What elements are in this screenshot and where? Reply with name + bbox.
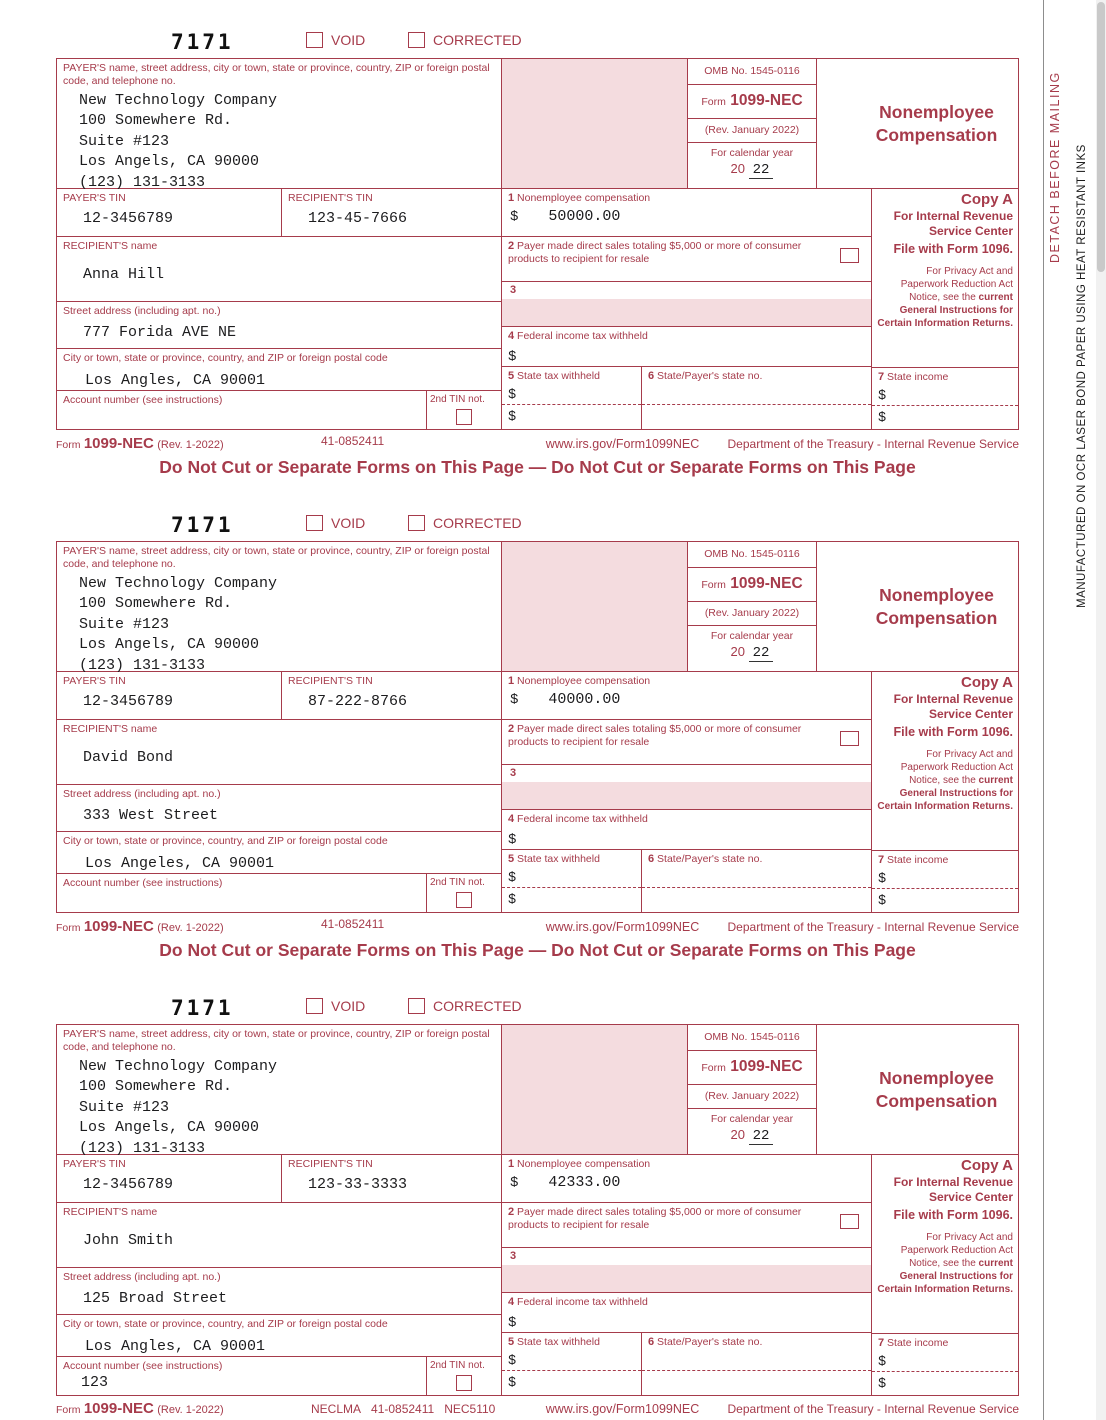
form-footer	[56, 1400, 1019, 1420]
box7-label: 7 State income	[878, 371, 949, 383]
omb-box	[687, 542, 817, 672]
footer-form-id: Form 1099-NEC (Rev. 1-2022)	[56, 918, 224, 935]
box3-shaded	[502, 765, 872, 810]
box2-direct-sales	[502, 1203, 872, 1248]
street-address-box	[57, 1268, 502, 1315]
dollar-sign: $	[878, 872, 887, 888]
account-number-value: 123	[81, 1373, 109, 1391]
box6-label: 6 State/Payer's state no.	[648, 853, 763, 865]
form-number: 1099-NEC	[730, 92, 803, 109]
city-value: Los Angles, CA 90001	[85, 1337, 266, 1355]
box3-label: 3	[510, 1250, 517, 1262]
title-line-1: Nonemployee	[879, 584, 994, 605]
box4-federal-tax-withheld	[502, 327, 872, 367]
payers-tin-box	[57, 672, 282, 720]
dollar-sign: $	[878, 1377, 887, 1393]
dollar-sign: $	[878, 1355, 887, 1371]
form-1099-nec-copy	[56, 28, 1019, 481]
box6-label: 6 State/Payer's state no.	[648, 370, 763, 382]
omb-box	[687, 59, 817, 189]
dollar-sign: $	[508, 893, 517, 909]
do-not-cut-line: Do Not Cut or Separate Forms on This Page — Do Not Cut or Separate Forms on This Page	[159, 940, 916, 960]
box7-label: 7 State income	[878, 1337, 949, 1349]
payer-info-box	[57, 1025, 502, 1155]
box3-shaded	[502, 1248, 872, 1293]
form-number: 1099-NEC	[730, 575, 803, 592]
city-box	[57, 349, 502, 391]
title-line-2: Compensation	[875, 124, 998, 145]
omb-number: OMB No. 1545-0116	[688, 1025, 816, 1051]
recipient-name-value: John Smith	[83, 1231, 174, 1249]
corrected-checkbox[interactable]	[408, 998, 425, 1014]
form-number-box	[688, 85, 816, 119]
second-tin-label: 2nd TIN not.	[430, 1360, 485, 1371]
payer-address1: 100 Somewhere Rd.	[79, 1078, 233, 1096]
year-value: 22	[749, 1128, 774, 1145]
privacy-notice: For Privacy Act and Paperwork Reduction Act Notice, see the current General Instructions for Certain Information Returns.	[877, 749, 1013, 812]
calendar-year-box	[688, 1109, 816, 1144]
form-grid	[56, 1024, 1019, 1396]
void-label: VOID	[331, 515, 366, 531]
payer-name: New Technology Company	[79, 91, 278, 109]
form-number-box	[688, 1051, 816, 1085]
copy-a-label: Copy A	[961, 1157, 1013, 1174]
file-with-label: File with Form 1096.	[893, 1208, 1013, 1222]
payer-box-label: PAYER'S name, street address, city or town, state or province, country, ZIP or foreign postal code, and telephone no.	[63, 62, 490, 87]
footer-code-right: NEC5110	[444, 1402, 496, 1416]
footer-catalog-codes	[311, 434, 526, 448]
dollar-sign: $	[508, 1376, 517, 1392]
direct-sales-checkbox[interactable]	[840, 1214, 859, 1229]
privacy-notice: For Privacy Act and Paperwork Reduction Act Notice, see the current General Instructions for Certain Information Returns.	[877, 266, 1013, 329]
irs-url: www.irs.gov/Form1099NEC	[545, 920, 700, 934]
recipients-tin-label: RECIPIENT'S TIN	[288, 192, 373, 204]
forms-area	[56, 0, 1019, 1420]
recipients-tin-label: RECIPIENT'S TIN	[288, 1158, 373, 1170]
box4-label: 4 Federal income tax withheld	[508, 1296, 648, 1308]
street-address-value: 125 Broad Street	[83, 1289, 228, 1307]
treasury-label: Department of the Treasury - Internal Revenue Service	[727, 437, 1019, 451]
second-tin-label: 2nd TIN not.	[430, 877, 485, 888]
title-line-2: Compensation	[875, 607, 998, 628]
recipients-tin-value: 123-45-7666	[308, 209, 408, 227]
box3-label: 3	[510, 767, 517, 779]
revision-label: (Rev. January 2022)	[688, 119, 816, 143]
box3-shade-area	[502, 299, 871, 326]
payers-tin-value: 12-3456789	[83, 692, 174, 710]
treasury-label: Department of the Treasury - Internal Revenue Service	[727, 1402, 1019, 1416]
calendar-year-label: For calendar year	[710, 1113, 794, 1125]
dollar-sign: $	[510, 692, 519, 709]
detach-before-mailing-text: DETACH BEFORE MAILING	[1048, 71, 1062, 263]
city-value: Los Angeles, CA 90001	[85, 854, 275, 872]
form-grid	[56, 58, 1019, 430]
box6-state-payer-number	[642, 1333, 872, 1395]
box5-state-tax-withheld	[502, 367, 642, 429]
dollar-sign: $	[508, 388, 517, 404]
corrected-checkbox-group	[408, 998, 522, 1014]
file-with-label: File with Form 1096.	[893, 242, 1013, 256]
compensation-value: 50000.00	[548, 208, 621, 226]
box2-label: 2 Payer made direct sales totaling $5,000 or more of consumer products to recipient for resale	[508, 240, 802, 266]
omb-box	[687, 1025, 817, 1155]
box3-label: 3	[510, 284, 517, 296]
form-number: 1099-NEC	[730, 1058, 803, 1075]
city-label: City or town, state or province, country, and ZIP or foreign postal code	[63, 1318, 388, 1330]
payer-phone: (123) 131-3133	[79, 1139, 206, 1157]
recipients-tin-value: 123-33-3333	[308, 1175, 408, 1193]
form-word: Form	[701, 96, 726, 108]
recipients-tin-box	[282, 1155, 502, 1203]
year-value: 22	[749, 162, 774, 179]
copy-a-block	[872, 189, 1018, 367]
payer-name: New Technology Company	[79, 1057, 278, 1075]
calendar-year-label: For calendar year	[710, 630, 794, 642]
box7-state-income	[872, 850, 1018, 912]
payer-info-box	[57, 542, 502, 672]
form-word: Form	[701, 579, 726, 591]
copy-a-label: Copy A	[961, 674, 1013, 691]
recipients-tin-label: RECIPIENT'S TIN	[288, 675, 373, 687]
corrected-label: CORRECTED	[433, 32, 522, 48]
payers-tin-value: 12-3456789	[83, 209, 174, 227]
footer-form-id: Form 1099-NEC (Rev. 1-2022)	[56, 435, 224, 452]
dollar-sign: $	[878, 389, 887, 405]
payer-info-value	[79, 574, 495, 677]
box5-state-tax-withheld	[502, 1333, 642, 1395]
manufactured-on-ocr-text: MANUFACTURED ON OCR LASER BOND PAPER USING HEAT RESISTANT INKS	[1076, 144, 1088, 608]
compensation-value: 42333.00	[548, 1174, 621, 1192]
payer-phone: (123) 131-3133	[79, 656, 206, 674]
box4-federal-tax-withheld	[502, 1293, 872, 1333]
form-footer	[56, 434, 1019, 454]
corrected-label: CORRECTED	[433, 515, 522, 531]
street-address-value: 333 West Street	[83, 806, 219, 824]
footer-code-left: NECLMA	[311, 1402, 362, 1416]
payer-box-label: PAYER'S name, street address, city or town, state or province, country, ZIP or foreign postal code, and telephone no.	[63, 545, 490, 570]
copy-a-block	[872, 672, 1018, 850]
payer-address2: Suite #123	[79, 615, 170, 633]
box7-label: 7 State income	[878, 854, 949, 866]
revision-label: (Rev. January 2022)	[688, 1085, 816, 1109]
dollar-sign: $	[508, 410, 517, 426]
city-box	[57, 832, 502, 874]
box3-shade-area	[502, 1265, 871, 1292]
box7-state-income	[872, 1333, 1018, 1395]
form-header	[56, 994, 1019, 1024]
recipient-name-label: RECIPIENT'S name	[63, 240, 158, 252]
payers-tin-label: PAYER'S TIN	[63, 192, 126, 204]
calendar-year-box	[688, 143, 816, 178]
dollar-sign: $	[510, 209, 519, 226]
void-checkbox-group	[306, 515, 365, 531]
void-checkbox[interactable]	[306, 32, 323, 48]
title-line-1: Nonemployee	[879, 1067, 994, 1088]
box5-label: 5 State tax withheld	[508, 370, 600, 382]
calendar-year-box	[688, 626, 816, 661]
form-print-code: 7171	[171, 996, 234, 1020]
form-1099-nec-copy	[56, 511, 1019, 964]
form-print-code: 7171	[171, 513, 234, 537]
recipient-name-value: David Bond	[83, 748, 174, 766]
recipient-name-box	[57, 237, 502, 302]
recipient-name-box	[57, 1203, 502, 1268]
payers-tin-label: PAYER'S TIN	[63, 1158, 126, 1170]
corrected-label: CORRECTED	[433, 998, 522, 1014]
recipient-name-value: Anna Hill	[83, 265, 165, 283]
form-grid	[56, 541, 1019, 913]
box3-shade-area	[502, 782, 871, 809]
second-tin-label: 2nd TIN not.	[430, 394, 485, 405]
form-word: Form	[701, 1062, 726, 1074]
year-prefix: 20	[730, 644, 746, 659]
omb-number: OMB No. 1545-0116	[688, 59, 816, 85]
void-checkbox[interactable]	[306, 515, 323, 531]
second-tin-box	[427, 874, 502, 912]
copy-for-label: For Internal Revenue Service Center	[893, 1175, 1013, 1204]
street-address-label: Street address (including apt. no.)	[63, 305, 221, 317]
footer-catalog-codes	[311, 917, 526, 931]
dollar-sign: $	[878, 894, 887, 910]
box1-label: 1 Nonemployee compensation	[508, 192, 651, 204]
dollar-sign: $	[508, 1354, 517, 1370]
recipient-name-box	[57, 720, 502, 785]
do-not-cut-line: Do Not Cut or Separate Forms on This Page — Do Not Cut or Separate Forms on This Page	[159, 457, 916, 477]
copy-a-label: Copy A	[961, 191, 1013, 208]
box7-state-income	[872, 367, 1018, 429]
account-number-box	[57, 874, 427, 912]
void-checkbox-group	[306, 32, 365, 48]
year-prefix: 20	[730, 161, 746, 176]
footer-cat-number: 41-0852411	[321, 917, 385, 931]
void-label: VOID	[331, 998, 366, 1014]
payer-address2: Suite #123	[79, 1098, 170, 1116]
footer-catalog-codes	[311, 1402, 526, 1416]
box6-state-payer-number	[642, 850, 872, 912]
form-title	[817, 542, 1018, 672]
direct-sales-checkbox[interactable]	[840, 731, 859, 746]
payer-city: Los Angels, CA 90000	[79, 153, 260, 171]
payer-info-value	[79, 1057, 495, 1160]
account-number-label: Account number (see instructions)	[63, 1360, 223, 1372]
box1-nonemployee-compensation	[502, 672, 872, 720]
second-tin-box	[427, 391, 502, 429]
box4-label: 4 Federal income tax withheld	[508, 330, 648, 342]
omb-number: OMB No. 1545-0116	[688, 542, 816, 568]
year-prefix: 20	[730, 1127, 746, 1142]
street-address-label: Street address (including apt. no.)	[63, 1271, 221, 1283]
payers-tin-label: PAYER'S TIN	[63, 675, 126, 687]
privacy-notice: For Privacy Act and Paperwork Reduction Act Notice, see the current General Instructions for Certain Information Returns.	[877, 1232, 1013, 1295]
dollar-sign: $	[508, 1315, 517, 1331]
box2-label: 2 Payer made direct sales totaling $5,000 or more of consumer products to recipient for resale	[508, 1206, 802, 1232]
account-number-box	[57, 391, 427, 429]
payer-box-label: PAYER'S name, street address, city or town, state or province, country, ZIP or foreign postal code, and telephone no.	[63, 1028, 490, 1053]
form-footer	[56, 917, 1019, 937]
compensation-value: 40000.00	[548, 691, 621, 709]
box2-label: 2 Payer made direct sales totaling $5,000 or more of consumer products to recipient for resale	[508, 723, 802, 749]
dollar-sign: $	[508, 832, 517, 848]
footer-cat-number: 41-0852411	[371, 1402, 435, 1416]
corrected-checkbox-group	[408, 515, 522, 531]
payer-city: Los Angels, CA 90000	[79, 636, 260, 654]
void-label: VOID	[331, 32, 366, 48]
payers-tin-value: 12-3456789	[83, 1175, 174, 1193]
shaded-region	[502, 59, 687, 189]
box2-direct-sales	[502, 237, 872, 282]
dollar-sign: $	[878, 411, 887, 427]
calendar-year-label: For calendar year	[710, 147, 794, 159]
city-label: City or town, state or province, country, and ZIP or foreign postal code	[63, 352, 388, 364]
form-number-box	[688, 568, 816, 602]
void-checkbox[interactable]	[306, 998, 323, 1014]
scrollbar-track[interactable]	[1096, 0, 1106, 1420]
payer-name: New Technology Company	[79, 574, 278, 592]
recipients-tin-value: 87-222-8766	[308, 692, 408, 710]
title-line-2: Compensation	[875, 1090, 998, 1111]
form-header	[56, 28, 1019, 58]
void-checkbox-group	[306, 998, 365, 1014]
account-number-label: Account number (see instructions)	[63, 877, 223, 889]
city-value: Los Angles, CA 90001	[85, 371, 266, 389]
payer-info-box	[57, 59, 502, 189]
corrected-checkbox[interactable]	[408, 32, 425, 48]
dollar-sign: $	[510, 1175, 519, 1192]
scrollbar-thumb[interactable]	[1097, 2, 1105, 272]
box2-direct-sales	[502, 720, 872, 765]
payer-address2: Suite #123	[79, 132, 170, 150]
payer-address1: 100 Somewhere Rd.	[79, 595, 233, 613]
irs-url: www.irs.gov/Form1099NEC	[545, 437, 700, 451]
box1-nonemployee-compensation	[502, 1155, 872, 1203]
shaded-region	[502, 1025, 687, 1155]
copy-for-label: For Internal Revenue Service Center	[893, 209, 1013, 238]
recipients-tin-box	[282, 189, 502, 237]
form-title	[817, 1025, 1018, 1155]
box3-shaded	[502, 282, 872, 327]
payer-city: Los Angels, CA 90000	[79, 1119, 260, 1137]
dollar-sign: $	[508, 349, 517, 365]
box1-nonemployee-compensation	[502, 189, 872, 237]
box6-label: 6 State/Payer's state no.	[648, 1336, 763, 1348]
payers-tin-box	[57, 189, 282, 237]
box5-label: 5 State tax withheld	[508, 853, 600, 865]
direct-sales-checkbox[interactable]	[840, 248, 859, 263]
shaded-region	[502, 542, 687, 672]
account-number-label: Account number (see instructions)	[63, 394, 223, 406]
second-tin-checkbox[interactable]	[456, 409, 472, 425]
irs-url: www.irs.gov/Form1099NEC	[545, 1402, 700, 1416]
box1-label: 1 Nonemployee compensation	[508, 675, 651, 687]
city-box	[57, 1315, 502, 1357]
second-tin-checkbox[interactable]	[456, 892, 472, 908]
street-address-label: Street address (including apt. no.)	[63, 788, 221, 800]
payer-phone: (123) 131-3133	[79, 173, 206, 191]
recipient-name-label: RECIPIENT'S name	[63, 723, 158, 735]
copy-for-label: For Internal Revenue Service Center	[893, 692, 1013, 721]
box1-label: 1 Nonemployee compensation	[508, 1158, 651, 1170]
recipient-name-label: RECIPIENT'S name	[63, 1206, 158, 1218]
street-address-box	[57, 785, 502, 832]
second-tin-checkbox[interactable]	[456, 1375, 472, 1391]
account-number-box	[57, 1357, 427, 1395]
perforation-line	[1043, 0, 1044, 1420]
box5-state-tax-withheld	[502, 850, 642, 912]
payer-address1: 100 Somewhere Rd.	[79, 112, 233, 130]
revision-label: (Rev. January 2022)	[688, 602, 816, 626]
form-print-code: 7171	[171, 30, 234, 54]
file-with-label: File with Form 1096.	[893, 725, 1013, 739]
box6-state-payer-number	[642, 367, 872, 429]
box5-label: 5 State tax withheld	[508, 1336, 600, 1348]
footer-cat-number: 41-0852411	[321, 434, 385, 448]
box4-federal-tax-withheld	[502, 810, 872, 850]
form-title	[817, 59, 1018, 189]
second-tin-box	[427, 1357, 502, 1395]
title-line-1: Nonemployee	[879, 101, 994, 122]
recipients-tin-box	[282, 672, 502, 720]
payer-info-value	[79, 91, 495, 194]
footer-form-id: Form 1099-NEC (Rev. 1-2022)	[56, 1400, 224, 1417]
city-label: City or town, state or province, country, and ZIP or foreign postal code	[63, 835, 388, 847]
street-address-value: 777 Forida AVE NE	[83, 323, 237, 341]
dollar-sign: $	[508, 871, 517, 887]
form-1099-nec-copy	[56, 994, 1019, 1420]
year-value: 22	[749, 645, 774, 662]
payers-tin-box	[57, 1155, 282, 1203]
corrected-checkbox[interactable]	[408, 515, 425, 531]
corrected-checkbox-group	[408, 32, 522, 48]
form-header	[56, 511, 1019, 541]
copy-a-block	[872, 1155, 1018, 1333]
box4-label: 4 Federal income tax withheld	[508, 813, 648, 825]
street-address-box	[57, 302, 502, 349]
treasury-label: Department of the Treasury - Internal Revenue Service	[727, 920, 1019, 934]
